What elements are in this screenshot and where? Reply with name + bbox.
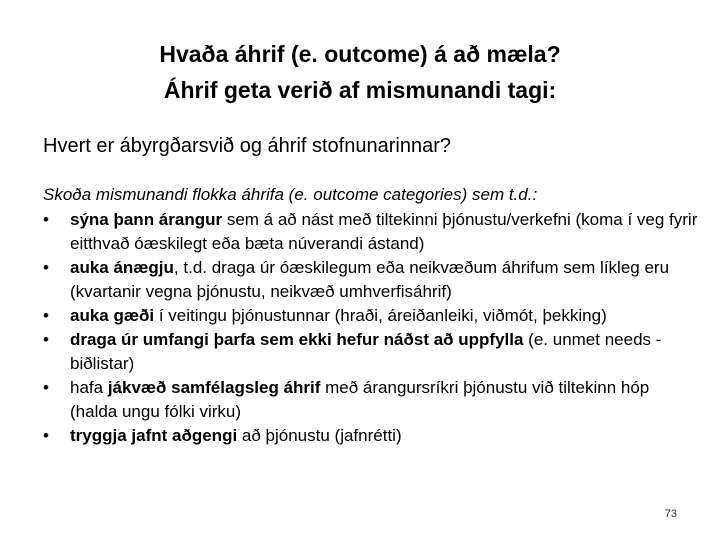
bullet-bold-text: tryggja jafnt aðgengi bbox=[70, 426, 238, 445]
bullet-bold-text: draga úr umfangi þarfa sem ekki hefur náðst að uppfylla bbox=[70, 330, 524, 349]
intro-text: Skoða mismunandi flokka áhrifa (e. outcome categories) sem t.d.: bbox=[43, 185, 538, 204]
bullet-bold-text: auka gæði bbox=[70, 306, 155, 325]
bullet-icon: • bbox=[43, 258, 49, 277]
bullet-bold-text: sýna þann árangur bbox=[70, 210, 223, 229]
bullet-text: sem á að nást með tiltekinni þjónustu/verkefni (koma í veg fyrir eitthvað óæskilegt eða bæta núverandi ástand) bbox=[70, 210, 698, 253]
bullet-icon: • bbox=[43, 426, 49, 445]
bullet-text: , t.d. draga úr óæskilegum eða neikvæðum áhrifum sem líkleg eru (kvartanir vegna þjónustu, neikvæð umhverfisáhrif) bbox=[70, 258, 670, 301]
bullet-bold-text: jákvæð samfélagsleg áhrif bbox=[107, 378, 321, 397]
bullet-text: í veitingu þjónustunnar (hraði, áreiðanleiki, viðmót, þekking) bbox=[154, 306, 607, 325]
question-text: Hvert er ábyrgðarsvið og áhrif stofnunarinnar? bbox=[43, 135, 451, 157]
bullet-icon: • bbox=[43, 210, 49, 229]
slide-title bbox=[0, 36, 720, 108]
bullet-text: (e. unmet needs - biðlistar) bbox=[70, 330, 662, 373]
list-item bbox=[43, 376, 698, 424]
list-item bbox=[43, 208, 698, 256]
bullet-bold-text: auka ánægju bbox=[70, 258, 174, 277]
bullet-list bbox=[43, 208, 698, 448]
bullet-icon: • bbox=[43, 378, 49, 397]
bullet-icon: • bbox=[43, 306, 49, 325]
bullet-text: að þjónustu (jafnrétti) bbox=[237, 426, 402, 445]
bullet-icon: • bbox=[43, 330, 49, 349]
bullet-text: með árangursríkri þjónustu við tiltekinn hóp (halda ungu fólki virku) bbox=[70, 378, 650, 421]
title-line-2: Áhrif geta verið af mismunandi tagi: bbox=[163, 77, 557, 103]
list-item bbox=[43, 256, 698, 304]
list-item bbox=[43, 304, 698, 328]
page-number: 73 bbox=[664, 508, 677, 520]
bullet-pre-text: hafa bbox=[70, 378, 108, 397]
title-line-1: Hvaða áhrif (e. outcome) á að mæla? bbox=[159, 41, 561, 67]
list-item bbox=[43, 328, 698, 376]
list-item bbox=[43, 424, 698, 448]
